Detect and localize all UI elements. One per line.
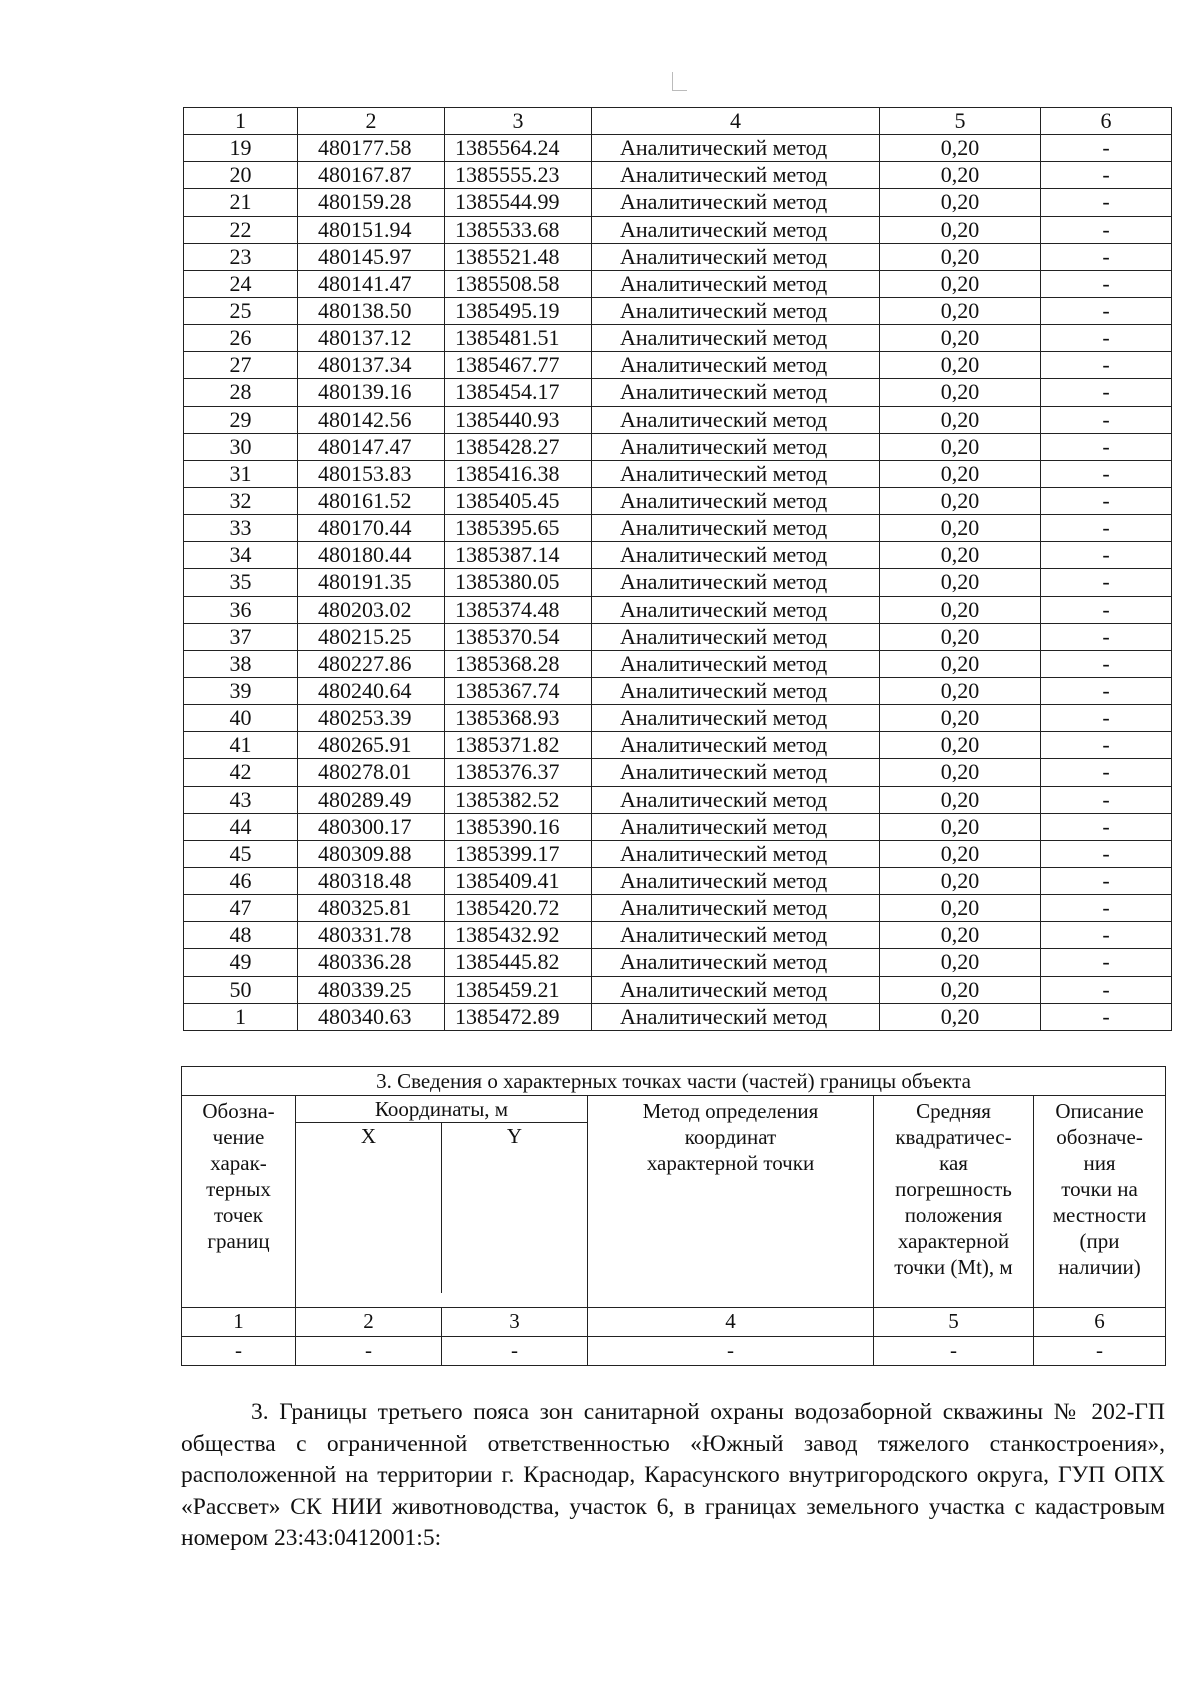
x-label: X	[296, 1123, 442, 1293]
y-coordinate-cell: 1385467.77	[445, 352, 592, 379]
error-cell: 0,20	[880, 1003, 1041, 1030]
table-row	[184, 677, 1172, 704]
point-number-cell: 32	[184, 487, 298, 514]
section3-table	[181, 1066, 1166, 1366]
y-coordinate-cell: 1385472.89	[445, 1003, 592, 1030]
table-row	[184, 297, 1172, 324]
table-row	[184, 433, 1172, 460]
point-number-cell: 24	[184, 270, 298, 297]
description-cell: -	[1041, 270, 1172, 297]
description-cell: -	[1041, 379, 1172, 406]
method-cell: Аналитический метод	[592, 596, 880, 623]
error-cell: 0,20	[880, 433, 1041, 460]
error-cell: 0,20	[880, 569, 1041, 596]
method-cell: Аналитический метод	[592, 433, 880, 460]
col-error-header: Средняя квадратичес- кая погрешность положения характерной точки (Mt), м	[874, 1096, 1034, 1308]
error-cell: 0,20	[880, 705, 1041, 732]
description-cell: -	[1041, 677, 1172, 704]
table-row	[184, 216, 1172, 243]
description-cell: -	[1041, 569, 1172, 596]
error-cell: 0,20	[880, 352, 1041, 379]
table-row	[184, 352, 1172, 379]
section3-dash-row	[182, 1337, 1166, 1366]
description-cell: -	[1041, 895, 1172, 922]
error-cell: 0,20	[880, 759, 1041, 786]
error-cell: 0,20	[880, 216, 1041, 243]
description-cell: -	[1041, 840, 1172, 867]
point-number-cell: 19	[184, 135, 298, 162]
table-row	[184, 650, 1172, 677]
description-cell: -	[1041, 297, 1172, 324]
y-coordinate-cell: 1385395.65	[445, 515, 592, 542]
point-number-cell: 41	[184, 732, 298, 759]
method-cell: Аналитический метод	[592, 487, 880, 514]
y-coordinate-cell: 1385420.72	[445, 895, 592, 922]
method-cell: Аналитический метод	[592, 867, 880, 894]
y-coordinate-cell: 1385459.21	[445, 976, 592, 1003]
point-number-cell: 27	[184, 352, 298, 379]
point-number-cell: 36	[184, 596, 298, 623]
x-coordinate-cell: 480265.91	[298, 732, 445, 759]
point-number-cell: 38	[184, 650, 298, 677]
point-number-cell: 45	[184, 840, 298, 867]
col-method-header: Метод определения координат характерной точки	[588, 1096, 874, 1308]
error-cell: 0,20	[880, 542, 1041, 569]
description-cell: -	[1041, 650, 1172, 677]
method-cell: Аналитический метод	[592, 406, 880, 433]
method-cell: Аналитический метод	[592, 895, 880, 922]
table-row	[184, 406, 1172, 433]
method-cell: Аналитический метод	[592, 297, 880, 324]
point-number-cell: 1	[184, 1003, 298, 1030]
table-row	[184, 189, 1172, 216]
x-coordinate-cell: 480325.81	[298, 895, 445, 922]
x-coordinate-cell: 480336.28	[298, 949, 445, 976]
description-cell: -	[1041, 162, 1172, 189]
method-cell: Аналитический метод	[592, 813, 880, 840]
x-coordinate-cell: 480227.86	[298, 650, 445, 677]
point-number-cell: 40	[184, 705, 298, 732]
x-coordinate-cell: 480318.48	[298, 867, 445, 894]
y-coordinate-cell: 1385405.45	[445, 487, 592, 514]
description-cell: -	[1041, 460, 1172, 487]
table-row	[184, 487, 1172, 514]
y-coordinate-cell: 1385555.23	[445, 162, 592, 189]
y-coordinate-cell: 1385367.74	[445, 677, 592, 704]
description-cell: -	[1041, 135, 1172, 162]
error-cell: 0,20	[880, 732, 1041, 759]
point-number-cell: 37	[184, 623, 298, 650]
x-coordinate-cell: 480153.83	[298, 460, 445, 487]
point-number-cell: 47	[184, 895, 298, 922]
table-row	[184, 922, 1172, 949]
description-cell: -	[1041, 542, 1172, 569]
point-number-cell: 50	[184, 976, 298, 1003]
col-coordinates-header	[296, 1096, 588, 1308]
error-cell: 0,20	[880, 895, 1041, 922]
description-cell: -	[1041, 976, 1172, 1003]
point-number-cell: 26	[184, 325, 298, 352]
coordinates-table	[183, 107, 1172, 1031]
y-coordinate-cell: 1385544.99	[445, 189, 592, 216]
error-cell: 0,20	[880, 135, 1041, 162]
table-row	[184, 705, 1172, 732]
description-cell: -	[1041, 406, 1172, 433]
table-row	[184, 243, 1172, 270]
method-cell: Аналитический метод	[592, 325, 880, 352]
y-coordinate-cell: 1385445.82	[445, 949, 592, 976]
y-coordinate-cell: 1385508.58	[445, 270, 592, 297]
description-cell: -	[1041, 732, 1172, 759]
error-cell: 0,20	[880, 840, 1041, 867]
method-cell: Аналитический метод	[592, 352, 880, 379]
table-row	[184, 1003, 1172, 1030]
x-coordinate-cell: 480141.47	[298, 270, 445, 297]
error-cell: 0,20	[880, 596, 1041, 623]
method-cell: Аналитический метод	[592, 705, 880, 732]
y-coordinate-cell: 1385432.92	[445, 922, 592, 949]
table-row	[184, 867, 1172, 894]
error-cell: 0,20	[880, 813, 1041, 840]
error-cell: 0,20	[880, 515, 1041, 542]
error-cell: 0,20	[880, 297, 1041, 324]
x-coordinate-cell: 480191.35	[298, 569, 445, 596]
error-cell: 0,20	[880, 325, 1041, 352]
description-cell: -	[1041, 596, 1172, 623]
point-number-cell: 25	[184, 297, 298, 324]
point-number-cell: 21	[184, 189, 298, 216]
col-description-header: Описание обозначе- ния точки на местности (при наличии)	[1034, 1096, 1166, 1308]
error-cell: 0,20	[880, 922, 1041, 949]
point-number-cell: 42	[184, 759, 298, 786]
point-number-cell: 20	[184, 162, 298, 189]
x-coordinate-cell: 480142.56	[298, 406, 445, 433]
method-cell: Аналитический метод	[592, 1003, 880, 1030]
point-number-cell: 23	[184, 243, 298, 270]
x-coordinate-cell: 480161.52	[298, 487, 445, 514]
table-row	[184, 840, 1172, 867]
table-row	[184, 460, 1172, 487]
description-cell: -	[1041, 705, 1172, 732]
x-coordinate-cell: 480240.64	[298, 677, 445, 704]
x-coordinate-cell: 480331.78	[298, 922, 445, 949]
error-cell: 0,20	[880, 487, 1041, 514]
y-coordinate-cell: 1385416.38	[445, 460, 592, 487]
point-number-cell: 44	[184, 813, 298, 840]
method-cell: Аналитический метод	[592, 677, 880, 704]
table-row	[184, 515, 1172, 542]
method-cell: Аналитический метод	[592, 189, 880, 216]
method-cell: Аналитический метод	[592, 840, 880, 867]
table-row	[184, 949, 1172, 976]
x-coordinate-cell: 480170.44	[298, 515, 445, 542]
method-cell: Аналитический метод	[592, 379, 880, 406]
header-cell-5: 5	[880, 108, 1041, 135]
x-coordinate-cell: 480300.17	[298, 813, 445, 840]
method-cell: Аналитический метод	[592, 650, 880, 677]
error-cell: 0,20	[880, 867, 1041, 894]
x-coordinate-cell: 480145.97	[298, 243, 445, 270]
error-cell: 0,20	[880, 650, 1041, 677]
coordinates-label: Координаты, м	[296, 1096, 587, 1123]
table-row	[184, 976, 1172, 1003]
number-cell: 5	[874, 1308, 1034, 1337]
section3-number-row	[182, 1308, 1166, 1337]
scan-artifact-mark	[672, 72, 687, 91]
y-coordinate-cell: 1385368.28	[445, 650, 592, 677]
y-coordinate-cell: 1385390.16	[445, 813, 592, 840]
point-number-cell: 43	[184, 786, 298, 813]
table-row	[184, 325, 1172, 352]
method-cell: Аналитический метод	[592, 922, 880, 949]
x-coordinate-cell: 480203.02	[298, 596, 445, 623]
description-cell: -	[1041, 759, 1172, 786]
header-cell-1: 1	[184, 108, 298, 135]
description-cell: -	[1041, 623, 1172, 650]
point-number-cell: 46	[184, 867, 298, 894]
number-cell: 6	[1034, 1308, 1166, 1337]
description-cell: -	[1041, 867, 1172, 894]
dash-cell: -	[874, 1337, 1034, 1366]
y-coordinate-cell: 1385368.93	[445, 705, 592, 732]
y-coordinate-cell: 1385454.17	[445, 379, 592, 406]
dash-cell: -	[1034, 1337, 1166, 1366]
description-cell: -	[1041, 352, 1172, 379]
y-coordinate-cell: 1385399.17	[445, 840, 592, 867]
error-cell: 0,20	[880, 379, 1041, 406]
point-number-cell: 48	[184, 922, 298, 949]
paragraph-text: 3. Границы третьего пояса зон санитарной охраны водозаборной скважины № 202-ГП общества с ограниченной ответственностью «Южный завод тяжелого станкостроения», расположенной на территории г. Краснодар, Карасунского внутригородского округа, ГУП ОПХ «Рассвет» СК НИИ животноводства, участок 6, в границах земельного участка с кадастровым номером 23:43:0412001:5:	[181, 1399, 1165, 1551]
table-row	[184, 732, 1172, 759]
point-number-cell: 34	[184, 542, 298, 569]
method-cell: Аналитический метод	[592, 569, 880, 596]
point-number-cell: 35	[184, 569, 298, 596]
header-cell-4: 4	[592, 108, 880, 135]
y-coordinate-cell: 1385376.37	[445, 759, 592, 786]
x-coordinate-cell: 480215.25	[298, 623, 445, 650]
y-coordinate-cell: 1385564.24	[445, 135, 592, 162]
description-cell: -	[1041, 949, 1172, 976]
coordinates-table-header	[184, 108, 1172, 135]
method-cell: Аналитический метод	[592, 759, 880, 786]
x-coordinate-cell: 480339.25	[298, 976, 445, 1003]
y-coordinate-cell: 1385409.41	[445, 867, 592, 894]
x-coordinate-cell: 480309.88	[298, 840, 445, 867]
error-cell: 0,20	[880, 623, 1041, 650]
point-number-cell: 33	[184, 515, 298, 542]
y-coordinate-cell: 1385371.82	[445, 732, 592, 759]
x-coordinate-cell: 480137.12	[298, 325, 445, 352]
description-cell: -	[1041, 1003, 1172, 1030]
table-row	[184, 596, 1172, 623]
error-cell: 0,20	[880, 189, 1041, 216]
x-coordinate-cell: 480278.01	[298, 759, 445, 786]
method-cell: Аналитический метод	[592, 623, 880, 650]
x-coordinate-cell: 480177.58	[298, 135, 445, 162]
point-number-cell: 28	[184, 379, 298, 406]
dash-cell: -	[296, 1337, 442, 1366]
method-cell: Аналитический метод	[592, 243, 880, 270]
x-coordinate-cell: 480167.87	[298, 162, 445, 189]
method-cell: Аналитический метод	[592, 542, 880, 569]
table-row	[184, 895, 1172, 922]
y-coordinate-cell: 1385382.52	[445, 786, 592, 813]
y-coordinate-cell: 1385521.48	[445, 243, 592, 270]
y-coordinate-cell: 1385495.19	[445, 297, 592, 324]
table-row	[184, 270, 1172, 297]
x-coordinate-cell: 480340.63	[298, 1003, 445, 1030]
dash-cell: -	[182, 1337, 296, 1366]
x-coordinate-cell: 480289.49	[298, 786, 445, 813]
method-cell: Аналитический метод	[592, 515, 880, 542]
number-cell: 2	[296, 1308, 442, 1337]
description-cell: -	[1041, 243, 1172, 270]
y-coordinate-cell: 1385380.05	[445, 569, 592, 596]
table-row	[184, 813, 1172, 840]
table-row	[184, 542, 1172, 569]
x-coordinate-cell: 480151.94	[298, 216, 445, 243]
description-cell: -	[1041, 433, 1172, 460]
point-number-cell: 22	[184, 216, 298, 243]
y-coordinate-cell: 1385481.51	[445, 325, 592, 352]
header-cell-6: 6	[1041, 108, 1172, 135]
error-cell: 0,20	[880, 786, 1041, 813]
method-cell: Аналитический метод	[592, 135, 880, 162]
table-row	[184, 162, 1172, 189]
point-number-cell: 30	[184, 433, 298, 460]
table-row	[184, 135, 1172, 162]
x-coordinate-cell: 480139.16	[298, 379, 445, 406]
x-coordinate-cell: 480159.28	[298, 189, 445, 216]
dash-cell: -	[442, 1337, 588, 1366]
y-coordinate-cell: 1385374.48	[445, 596, 592, 623]
table-row	[184, 569, 1172, 596]
description-cell: -	[1041, 515, 1172, 542]
y-coordinate-cell: 1385440.93	[445, 406, 592, 433]
x-coordinate-cell: 480147.47	[298, 433, 445, 460]
x-coordinate-cell: 480253.39	[298, 705, 445, 732]
header-cell-3: 3	[445, 108, 592, 135]
error-cell: 0,20	[880, 243, 1041, 270]
x-coordinate-cell: 480138.50	[298, 297, 445, 324]
point-number-cell: 49	[184, 949, 298, 976]
y-coordinate-cell: 1385533.68	[445, 216, 592, 243]
table-row	[184, 623, 1172, 650]
table-row	[184, 759, 1172, 786]
error-cell: 0,20	[880, 162, 1041, 189]
description-cell: -	[1041, 325, 1172, 352]
y-label: Y	[506, 1124, 523, 1148]
method-cell: Аналитический метод	[592, 976, 880, 1003]
description-cell: -	[1041, 216, 1172, 243]
error-cell: 0,20	[880, 270, 1041, 297]
error-cell: 0,20	[880, 677, 1041, 704]
col-designation-header: Обозна- чение харак- терных точек границ	[182, 1096, 296, 1308]
method-cell: Аналитический метод	[592, 162, 880, 189]
number-cell: 4	[588, 1308, 874, 1337]
method-cell: Аналитический метод	[592, 786, 880, 813]
x-coordinate-cell: 480137.34	[298, 352, 445, 379]
y-coordinate-cell: 1385387.14	[445, 542, 592, 569]
description-cell: -	[1041, 922, 1172, 949]
method-cell: Аналитический метод	[592, 949, 880, 976]
dash-cell: -	[588, 1337, 874, 1366]
point-number-cell: 39	[184, 677, 298, 704]
section3-title: 3. Сведения о характерных точках части (частей) границы объекта	[182, 1067, 1166, 1096]
method-cell: Аналитический метод	[592, 460, 880, 487]
method-cell: Аналитический метод	[592, 732, 880, 759]
method-cell: Аналитический метод	[592, 270, 880, 297]
body-paragraph	[181, 1397, 1165, 1555]
number-cell: 1	[182, 1308, 296, 1337]
method-cell: Аналитический метод	[592, 216, 880, 243]
error-cell: 0,20	[880, 976, 1041, 1003]
x-coordinate-cell: 480180.44	[298, 542, 445, 569]
point-number-cell: 31	[184, 460, 298, 487]
table-row	[184, 786, 1172, 813]
number-cell: 3	[442, 1308, 588, 1337]
error-cell: 0,20	[880, 460, 1041, 487]
error-cell: 0,20	[880, 406, 1041, 433]
description-cell: -	[1041, 189, 1172, 216]
description-cell: -	[1041, 786, 1172, 813]
header-cell-2: 2	[298, 108, 445, 135]
y-coordinate-cell: 1385370.54	[445, 623, 592, 650]
point-number-cell: 29	[184, 406, 298, 433]
error-cell: 0,20	[880, 949, 1041, 976]
table-row	[184, 379, 1172, 406]
description-cell: -	[1041, 487, 1172, 514]
description-cell: -	[1041, 813, 1172, 840]
y-coordinate-cell: 1385428.27	[445, 433, 592, 460]
